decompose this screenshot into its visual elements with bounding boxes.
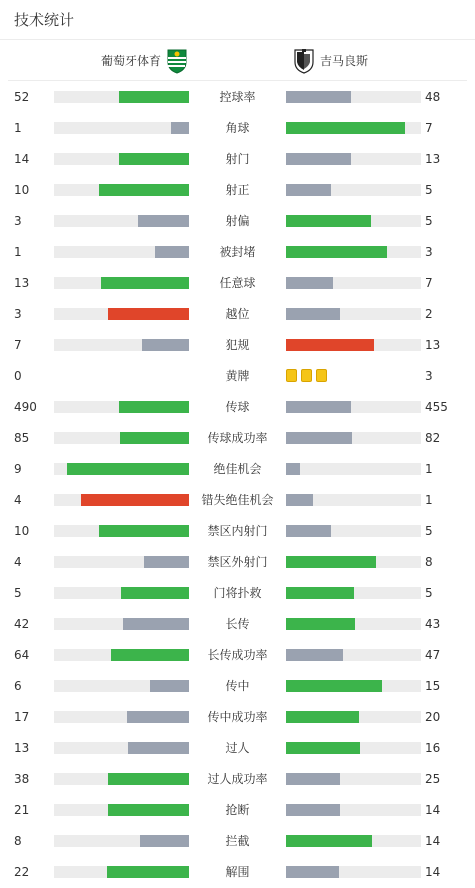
away-value: 455 bbox=[425, 399, 448, 414]
away-bar bbox=[286, 184, 331, 196]
home-bar-track bbox=[54, 463, 189, 475]
stat-row bbox=[0, 453, 475, 484]
sporting-crest-icon bbox=[167, 48, 187, 74]
away-bar-track bbox=[286, 401, 421, 413]
stat-label: 被封堵 bbox=[219, 245, 256, 259]
home-bar-track bbox=[54, 184, 189, 196]
away-bar-track bbox=[286, 556, 421, 568]
home-bar bbox=[155, 246, 189, 258]
home-bar bbox=[99, 525, 189, 537]
home-bar-track bbox=[54, 308, 189, 320]
home-bar-track bbox=[54, 618, 189, 630]
away-value: 5 bbox=[425, 585, 433, 600]
home-bar-track bbox=[54, 804, 189, 816]
home-bar-track bbox=[54, 215, 189, 227]
home-bar bbox=[142, 339, 189, 351]
away-bar bbox=[286, 122, 405, 134]
stat-label: 任意球 bbox=[219, 276, 256, 290]
home-bar bbox=[120, 432, 189, 444]
away-bar-track bbox=[286, 680, 421, 692]
away-value: 47 bbox=[425, 647, 441, 662]
away-bar-track bbox=[286, 587, 421, 599]
home-value: 7 bbox=[14, 337, 22, 352]
away-bar-track bbox=[286, 866, 421, 878]
stat-label: 传球成功率 bbox=[207, 431, 268, 445]
home-value: 14 bbox=[14, 151, 30, 166]
away-value: 13 bbox=[425, 151, 441, 166]
home-bar-track bbox=[54, 401, 189, 413]
away-value: 1 bbox=[425, 492, 433, 507]
home-bar-track bbox=[54, 494, 189, 506]
home-value: 1 bbox=[14, 120, 22, 135]
home-bar bbox=[127, 711, 189, 723]
away-bar-track bbox=[286, 153, 421, 165]
home-value: 13 bbox=[14, 740, 30, 755]
home-value: 52 bbox=[14, 89, 30, 104]
stat-label: 长传成功率 bbox=[207, 648, 268, 662]
away-value: 48 bbox=[425, 89, 441, 104]
away-value: 14 bbox=[425, 802, 441, 817]
stat-row bbox=[0, 112, 475, 143]
away-bar bbox=[286, 153, 351, 165]
yellow-card-icon bbox=[286, 369, 297, 382]
away-bar bbox=[286, 866, 339, 878]
away-value: 43 bbox=[425, 616, 441, 631]
stat-row bbox=[0, 639, 475, 670]
home-value: 490 bbox=[14, 399, 37, 414]
home-value: 10 bbox=[14, 182, 30, 197]
stat-row bbox=[0, 608, 475, 639]
home-value: 22 bbox=[14, 864, 30, 879]
home-value: 64 bbox=[14, 647, 30, 662]
home-bar bbox=[138, 215, 189, 227]
stat-row bbox=[0, 236, 475, 267]
away-value: 7 bbox=[425, 120, 433, 135]
away-value: 25 bbox=[425, 771, 441, 786]
stat-label: 门将扑救 bbox=[213, 586, 262, 600]
away-bar-track bbox=[286, 649, 421, 661]
away-bar bbox=[286, 773, 340, 785]
home-bar-track bbox=[54, 122, 189, 134]
stat-row bbox=[0, 422, 475, 453]
home-bar-track bbox=[54, 773, 189, 785]
stat-label: 绝佳机会 bbox=[213, 462, 262, 476]
stat-label: 禁区外射门 bbox=[207, 555, 268, 569]
away-bar-track bbox=[286, 711, 421, 723]
away-value: 7 bbox=[425, 275, 433, 290]
away-value: 2 bbox=[425, 306, 433, 321]
stat-label: 拦截 bbox=[225, 834, 250, 848]
stat-label: 黄牌 bbox=[225, 369, 250, 383]
stat-row bbox=[0, 763, 475, 794]
home-bar bbox=[119, 153, 189, 165]
away-value: 13 bbox=[425, 337, 441, 352]
home-bar-track bbox=[54, 835, 189, 847]
away-bar bbox=[286, 742, 360, 754]
away-bar bbox=[286, 246, 387, 258]
home-value: 9 bbox=[14, 461, 22, 476]
stat-row bbox=[0, 174, 475, 205]
away-value: 14 bbox=[425, 833, 441, 848]
home-bar bbox=[128, 742, 189, 754]
home-bar bbox=[108, 308, 189, 320]
home-value: 0 bbox=[14, 368, 22, 383]
stat-row bbox=[0, 515, 475, 546]
yellow-cards bbox=[286, 369, 327, 383]
home-value: 17 bbox=[14, 709, 30, 724]
stat-label: 控球率 bbox=[219, 90, 256, 104]
away-bar-track bbox=[286, 463, 421, 475]
away-value: 5 bbox=[425, 523, 433, 538]
home-bar-track bbox=[54, 432, 189, 444]
home-value: 4 bbox=[14, 554, 22, 569]
away-value: 3 bbox=[425, 244, 433, 259]
home-value: 21 bbox=[14, 802, 30, 817]
away-value: 1 bbox=[425, 461, 433, 476]
home-value: 38 bbox=[14, 771, 30, 786]
home-bar-track bbox=[54, 866, 189, 878]
stat-label: 禁区内射门 bbox=[207, 524, 268, 538]
away-value: 5 bbox=[425, 213, 433, 228]
away-bar bbox=[286, 804, 340, 816]
stat-label: 越位 bbox=[225, 307, 250, 321]
away-bar-track bbox=[286, 277, 421, 289]
away-bar bbox=[286, 401, 351, 413]
home-bar-track bbox=[54, 153, 189, 165]
away-bar bbox=[286, 649, 343, 661]
stat-label: 错失绝佳机会 bbox=[201, 493, 274, 507]
home-value: 6 bbox=[14, 678, 22, 693]
home-bar-track bbox=[54, 587, 189, 599]
away-bar bbox=[286, 835, 372, 847]
home-bar-track bbox=[54, 742, 189, 754]
stat-label: 解围 bbox=[225, 865, 250, 879]
home-value: 10 bbox=[14, 523, 30, 538]
away-bar-track bbox=[286, 339, 421, 351]
away-bar bbox=[286, 463, 300, 475]
stat-row bbox=[0, 825, 475, 856]
away-bar-track bbox=[286, 215, 421, 227]
home-bar bbox=[171, 122, 189, 134]
away-bar-track bbox=[286, 835, 421, 847]
away-bar bbox=[286, 556, 376, 568]
stat-row bbox=[0, 143, 475, 174]
stat-row bbox=[0, 360, 475, 391]
home-bar-track bbox=[54, 277, 189, 289]
stat-row bbox=[0, 391, 475, 422]
stat-row bbox=[0, 856, 475, 887]
home-value: 13 bbox=[14, 275, 30, 290]
away-bar-track bbox=[286, 122, 421, 134]
away-value: 82 bbox=[425, 430, 441, 445]
away-value: 16 bbox=[425, 740, 441, 755]
home-bar-track bbox=[54, 246, 189, 258]
away-bar-track bbox=[286, 91, 421, 103]
away-value: 14 bbox=[425, 864, 441, 879]
away-bar bbox=[286, 339, 374, 351]
home-bar bbox=[108, 773, 189, 785]
stat-label: 抢断 bbox=[225, 803, 250, 817]
home-value: 1 bbox=[14, 244, 22, 259]
away-bar bbox=[286, 618, 355, 630]
away-value: 5 bbox=[425, 182, 433, 197]
home-value: 5 bbox=[14, 585, 22, 600]
away-bar bbox=[286, 277, 333, 289]
home-bar bbox=[108, 804, 189, 816]
stat-label: 犯规 bbox=[225, 338, 250, 352]
stat-row bbox=[0, 267, 475, 298]
home-bar-track bbox=[54, 339, 189, 351]
home-bar bbox=[107, 866, 189, 878]
stat-row bbox=[0, 484, 475, 515]
away-bar bbox=[286, 494, 313, 506]
away-bar-track bbox=[286, 742, 421, 754]
home-bar bbox=[140, 835, 189, 847]
home-bar-track bbox=[54, 649, 189, 661]
home-bar-track bbox=[54, 91, 189, 103]
stats-list bbox=[0, 81, 475, 887]
home-bar bbox=[67, 463, 189, 475]
away-bar-track bbox=[286, 246, 421, 258]
stat-row bbox=[0, 298, 475, 329]
home-bar bbox=[101, 277, 189, 289]
home-value: 3 bbox=[14, 306, 22, 321]
home-bar-track bbox=[54, 556, 189, 568]
stats-header bbox=[0, 0, 475, 40]
away-bar bbox=[286, 525, 331, 537]
stat-label: 过人 bbox=[225, 741, 250, 755]
away-value: 20 bbox=[425, 709, 441, 724]
stat-row bbox=[0, 670, 475, 701]
stat-row bbox=[0, 732, 475, 763]
stat-label: 射门 bbox=[225, 152, 250, 166]
away-bar bbox=[286, 91, 351, 103]
away-value: 3 bbox=[425, 368, 433, 383]
home-team[interactable] bbox=[101, 40, 187, 81]
home-value: 4 bbox=[14, 492, 22, 507]
stat-label: 传球 bbox=[225, 400, 250, 414]
stat-label: 传中 bbox=[225, 679, 250, 693]
away-bar-track bbox=[286, 618, 421, 630]
home-bar bbox=[111, 649, 189, 661]
away-bar bbox=[286, 432, 352, 444]
stat-label: 角球 bbox=[225, 121, 250, 135]
stat-label: 长传 bbox=[225, 617, 250, 631]
away-bar bbox=[286, 215, 371, 227]
stat-row bbox=[0, 577, 475, 608]
home-bar-track bbox=[54, 680, 189, 692]
away-team[interactable] bbox=[294, 40, 368, 81]
away-bar-track bbox=[286, 308, 421, 320]
away-bar bbox=[286, 711, 359, 723]
stat-label: 射偏 bbox=[225, 214, 250, 228]
home-bar bbox=[150, 680, 189, 692]
team-header-row bbox=[8, 40, 467, 81]
away-bar-track bbox=[286, 525, 421, 537]
home-bar-track bbox=[54, 711, 189, 723]
home-value: 3 bbox=[14, 213, 22, 228]
home-bar bbox=[81, 494, 189, 506]
away-bar-track bbox=[286, 494, 421, 506]
home-bar-track bbox=[54, 525, 189, 537]
stat-row bbox=[0, 205, 475, 236]
away-bar bbox=[286, 587, 354, 599]
away-team-name: 吉马良斯 bbox=[320, 54, 369, 68]
stat-row bbox=[0, 81, 475, 112]
home-bar bbox=[144, 556, 189, 568]
yellow-card-icon bbox=[301, 369, 312, 382]
home-team-name: 葡萄牙体育 bbox=[101, 54, 162, 68]
away-bar bbox=[286, 680, 382, 692]
away-bar-track bbox=[286, 432, 421, 444]
stat-row bbox=[0, 329, 475, 360]
home-value: 85 bbox=[14, 430, 30, 445]
stat-row bbox=[0, 701, 475, 732]
away-bar-track bbox=[286, 773, 421, 785]
home-value: 8 bbox=[14, 833, 22, 848]
away-bar bbox=[286, 308, 340, 320]
away-bar-track bbox=[286, 184, 421, 196]
home-bar bbox=[121, 587, 189, 599]
home-bar bbox=[99, 184, 189, 196]
away-value: 8 bbox=[425, 554, 433, 569]
home-bar bbox=[119, 91, 189, 103]
vitoria-crest-icon bbox=[294, 48, 314, 74]
stat-row bbox=[0, 794, 475, 825]
stat-label: 射正 bbox=[225, 183, 250, 197]
home-bar bbox=[123, 618, 189, 630]
page-title: 技术统计 bbox=[14, 11, 75, 29]
away-value: 15 bbox=[425, 678, 441, 693]
stat-label: 传中成功率 bbox=[207, 710, 268, 724]
yellow-card-icon bbox=[316, 369, 327, 382]
home-value: 42 bbox=[14, 616, 30, 631]
stat-label: 过人成功率 bbox=[207, 772, 268, 786]
away-bar-track bbox=[286, 804, 421, 816]
home-bar bbox=[119, 401, 189, 413]
stat-row bbox=[0, 546, 475, 577]
